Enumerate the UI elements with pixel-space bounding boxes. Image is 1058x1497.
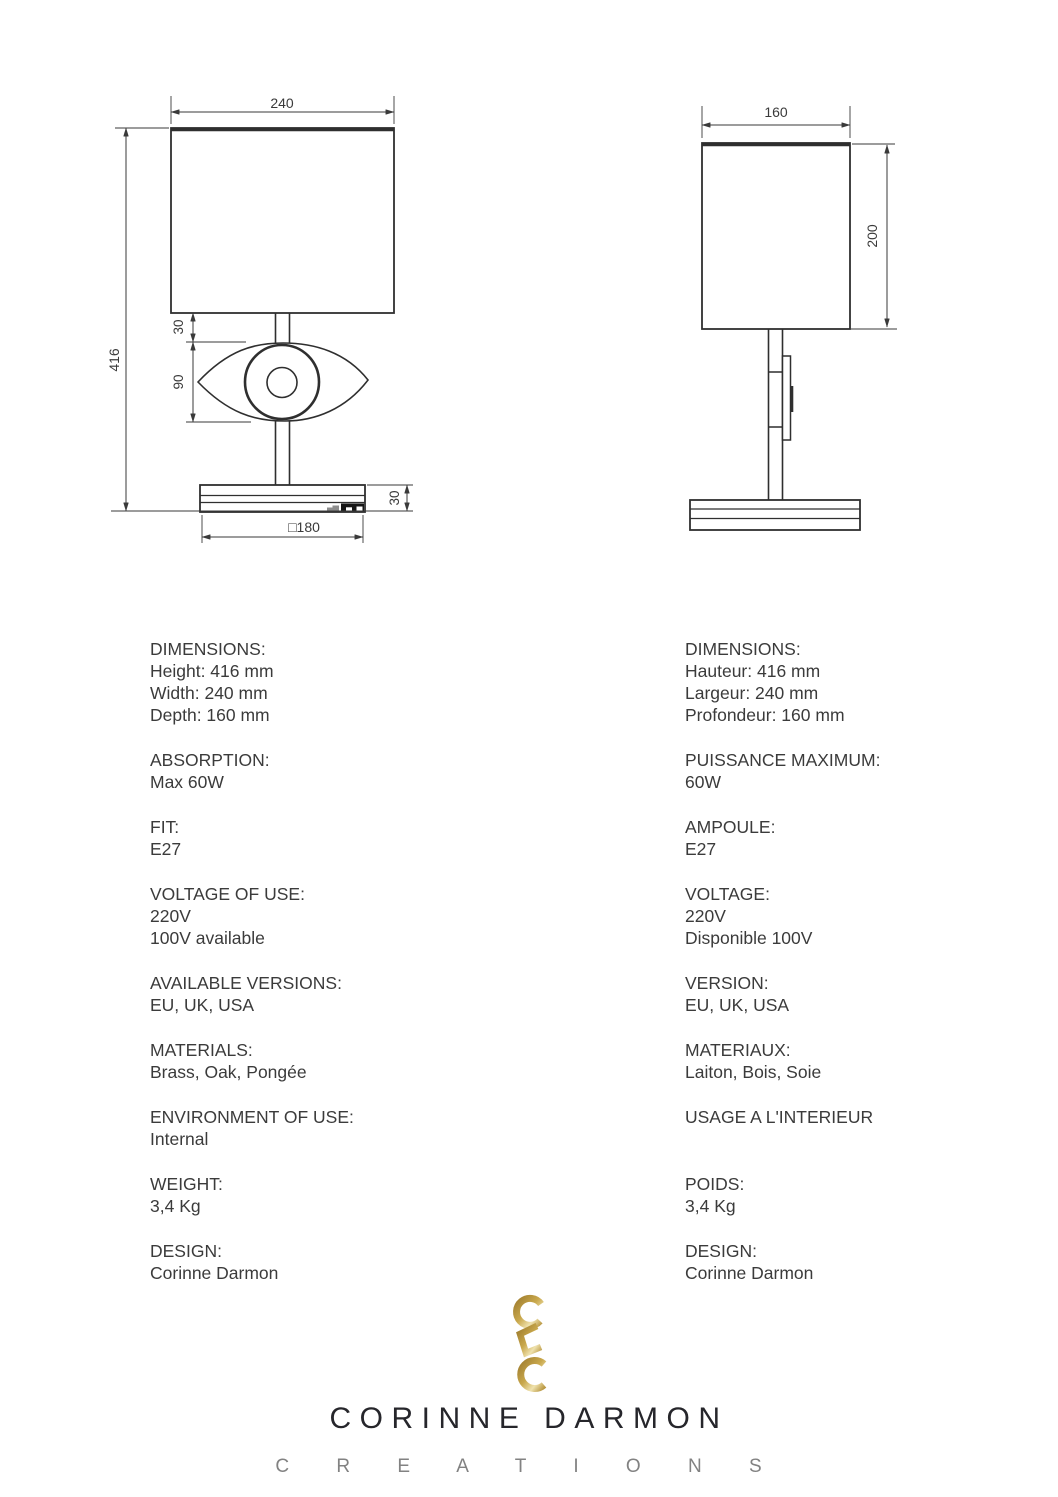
spec-label: DESIGN: bbox=[150, 1241, 222, 1261]
spec-block-usage-fr bbox=[685, 1106, 950, 1150]
spec-value: Depth: 160 mm bbox=[150, 705, 270, 725]
spec-label: WEIGHT: bbox=[150, 1174, 223, 1194]
spec-label: VOLTAGE OF USE: bbox=[150, 884, 305, 904]
logo-chain-middle-link bbox=[520, 1326, 541, 1353]
eye-pupil-circle bbox=[267, 368, 297, 398]
dim-label-gap-30: 30 bbox=[171, 319, 186, 335]
spec-value: E27 bbox=[150, 839, 182, 859]
spec-block-dimensions-fr bbox=[685, 638, 950, 726]
spec-value: 220V bbox=[150, 906, 191, 926]
spec-value: Hauteur: 416 mm bbox=[685, 661, 821, 681]
spec-value: Internal bbox=[150, 1129, 209, 1149]
spec-block-materials-en bbox=[150, 1039, 685, 1083]
side-stem-joints bbox=[769, 372, 783, 427]
spec-value: 100V available bbox=[150, 928, 265, 948]
spec-value: E27 bbox=[685, 839, 717, 859]
spec-block-design-fr bbox=[685, 1240, 950, 1284]
spec-label: MATERIALS: bbox=[150, 1040, 253, 1060]
spec-value: Disponible 100V bbox=[685, 928, 813, 948]
spec-block-environment-en bbox=[150, 1106, 685, 1150]
brand-name: CORINNE DARMON bbox=[329, 1402, 729, 1435]
brand-logo-icon bbox=[503, 1290, 555, 1396]
spec-block-voltage-en bbox=[150, 883, 685, 949]
spec-label: AMPOULE: bbox=[685, 817, 776, 837]
spec-block-voltage-fr bbox=[685, 883, 950, 949]
spec-value: Width: 240 mm bbox=[150, 683, 268, 703]
spec-block-fit-en bbox=[150, 816, 685, 860]
front-view-drawing bbox=[171, 128, 394, 512]
spec-block-absorption-en bbox=[150, 749, 685, 793]
spec-value: 3,4 Kg bbox=[150, 1196, 201, 1216]
spec-value: Corinne Darmon bbox=[685, 1263, 814, 1283]
specifications-section bbox=[150, 638, 950, 1284]
spec-value: Max 60W bbox=[150, 772, 224, 792]
logo-chain-bottom-c bbox=[521, 1361, 544, 1389]
spec-label: PUISSANCE MAXIMUM: bbox=[685, 750, 881, 770]
spec-label: MATERIAUX: bbox=[685, 1040, 791, 1060]
spec-block-version-fr bbox=[685, 972, 950, 1016]
spec-block-dimensions-en bbox=[150, 638, 685, 726]
side-shade-outline bbox=[702, 143, 850, 329]
spec-value: Corinne Darmon bbox=[150, 1263, 279, 1283]
spec-label: POIDS: bbox=[685, 1174, 745, 1194]
side-view-drawing bbox=[690, 143, 860, 530]
spec-block-versions-en bbox=[150, 972, 685, 1016]
spec-value: Largeur: 240 mm bbox=[685, 683, 819, 703]
spec-block-weight-en bbox=[150, 1173, 685, 1217]
dim-label-total-height: 416 bbox=[106, 348, 122, 372]
spec-label: DIMENSIONS: bbox=[685, 639, 801, 659]
spec-value: 3,4 Kg bbox=[685, 1196, 736, 1216]
spec-value: EU, UK, USA bbox=[685, 995, 790, 1015]
side-base-outline bbox=[690, 500, 860, 530]
dim-label-shade-width: 240 bbox=[270, 95, 294, 111]
spec-label: DESIGN: bbox=[685, 1241, 757, 1261]
spec-label: VOLTAGE: bbox=[685, 884, 770, 904]
dim-label-base-30: 30 bbox=[387, 490, 402, 506]
spec-value: 220V bbox=[685, 906, 726, 926]
spec-block-poids-fr bbox=[685, 1173, 950, 1217]
spec-block-puissance-fr bbox=[685, 749, 950, 793]
dim-label-base-180: □180 bbox=[288, 519, 320, 535]
spec-value: Profondeur: 160 mm bbox=[685, 705, 845, 725]
spec-block-materiaux-fr bbox=[685, 1039, 950, 1083]
spec-label: ENVIRONMENT OF USE: bbox=[150, 1107, 354, 1127]
spec-block-design-en bbox=[150, 1240, 685, 1284]
logo-chain-top-c bbox=[517, 1298, 541, 1325]
front-stem-lower bbox=[276, 418, 290, 485]
spec-label: VERSION: bbox=[685, 973, 769, 993]
spec-value: Brass, Oak, Pongée bbox=[150, 1062, 307, 1082]
technical-drawings bbox=[0, 0, 1058, 570]
front-shade-outline bbox=[171, 128, 394, 313]
spec-label: DIMENSIONS: bbox=[150, 639, 266, 659]
front-base-outline bbox=[200, 485, 365, 512]
spec-label: FIT: bbox=[150, 817, 180, 837]
spec-value: EU, UK, USA bbox=[150, 995, 255, 1015]
spec-value: Laiton, Bois, Soie bbox=[685, 1062, 822, 1082]
spec-label: USAGE A L'INTERIEUR bbox=[685, 1107, 874, 1127]
side-eye-plate bbox=[783, 356, 791, 440]
spec-label: ABSORPTION: bbox=[150, 750, 270, 770]
side-stem bbox=[769, 329, 783, 500]
dim-label-shade-depth: 160 bbox=[764, 104, 788, 120]
dim-label-shade-height: 200 bbox=[864, 224, 880, 248]
spec-value: Height: 416 mm bbox=[150, 661, 274, 681]
dim-label-eye-90: 90 bbox=[171, 374, 186, 390]
spec-value: 60W bbox=[685, 772, 721, 792]
spec-label: AVAILABLE VERSIONS: bbox=[150, 973, 342, 993]
brand-tagline: C R E A T I O N S bbox=[275, 1456, 783, 1477]
spec-block-ampoule-fr bbox=[685, 816, 950, 860]
